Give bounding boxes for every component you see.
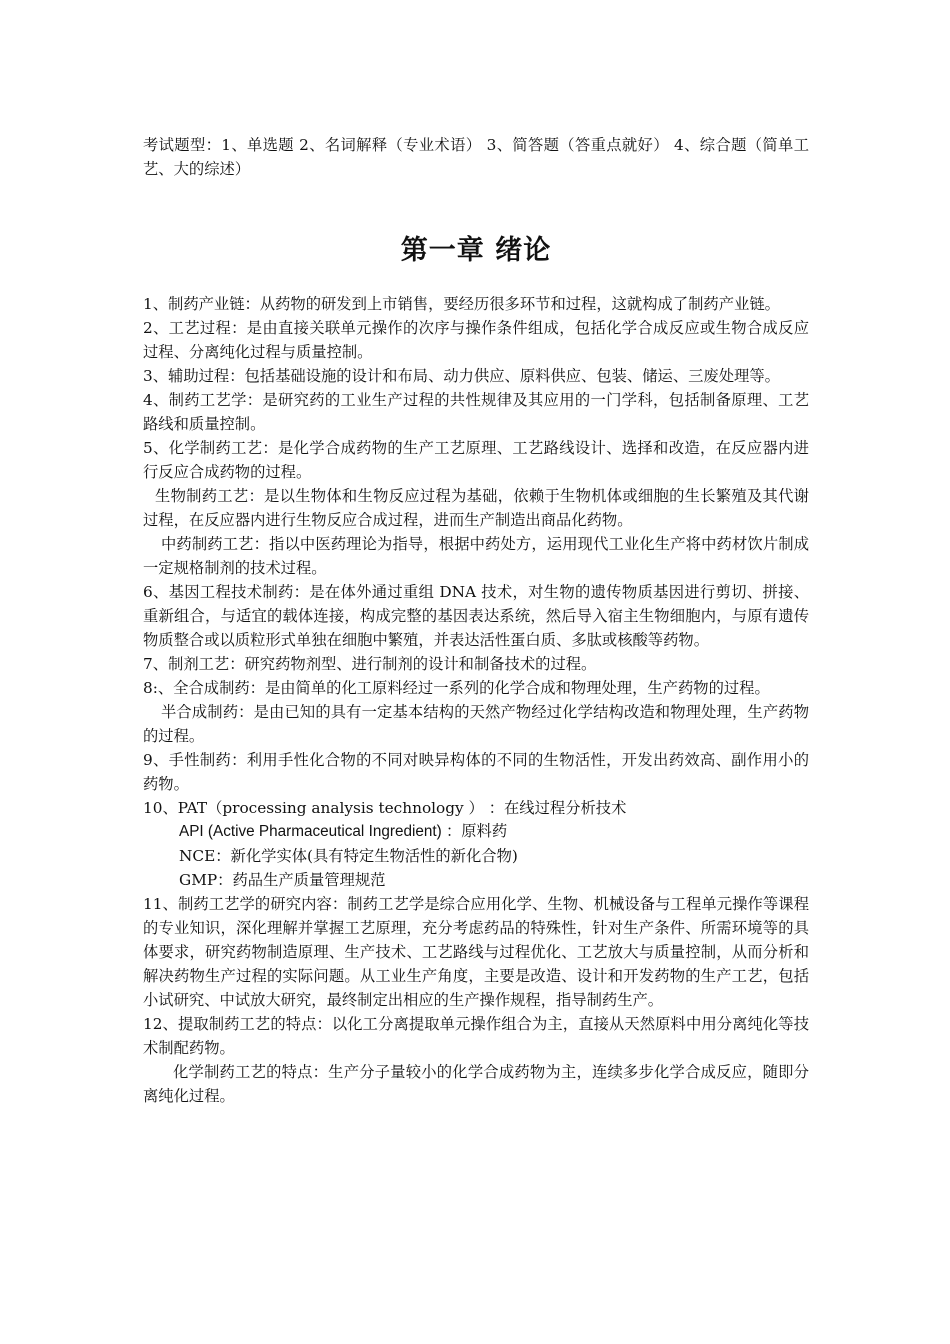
item-12-chemical-features: 化学制药工艺的特点：生产分子量较小的化学合成药物为主，连续多步化学合成反应，随即分离纯化过程。 (143, 1063, 809, 1105)
item-12-extraction-features: 12、提取制药工艺的特点：以化工分离提取单元操作组合为主，直接从天然原料中用分离纯化等技术制配药物。 (143, 1015, 809, 1057)
item-5-bio-process: 生物制药工艺：是以生物体和生物反应过程为基础，依赖于生物机体或细胞的生长繁殖及其代谢过程，在反应器内进行生物反应合成过程，进而生产制造出商品化药物。 (143, 487, 809, 529)
item-9-chiral-pharma: 9、手性制药：利用手性化合物的不同对映异构体的不同的生物活性，开发出药效高、副作用小的药物。 (143, 751, 809, 793)
item-6-genetic-engineering: 6、基因工程技术制药：是在体外通过重组 DNA 技术，对生物的遗传物质基因进行剪切、拼接、重新组合，与适宜的载体连接，构成完整的基因表达系统，然后导入宿主生物细胞内，与原有遗传物质整合或以质粒形式单独在细胞中繁殖，并表达活性蛋白质、多肽或核酸等药物。 (143, 583, 809, 649)
item-11-research-content: 11、制药工艺学的研究内容：制药工艺学是综合应用化学、生物、机械设备与工程单元操作等课程的专业知识，深化理解并掌握工艺原理，充分考虑药品的特殊性，针对生产条件、所需环境等的具体要求，研究药物制造原理、生产技术、工艺路线与过程优化、工艺放大与质量控制，从而分析和解决药物生产过程的实际问题。从工业生产角度，主要是改造、设计和开发药物的生产工艺，包括小试研究、中试放大研究，最终制定出相应的生产操作规程，指导制药生产。 (143, 895, 809, 1009)
item-4-pharmaceutical-technology: 4、制药工艺学：是研究药的工业生产过程的共性规律及其应用的一门学科，包括制备原理、工艺路线和质量控制。 (143, 391, 809, 433)
item-5-chemical-process: 5、化学制药工艺：是化学合成药物的生产工艺原理、工艺路线设计、选择和改造，在反应器内进行反应合成药物的过程。 (143, 439, 809, 481)
item-8-semi-synthesis: 半合成制药：是由已知的具有一定基本结构的天然产物经过化学结构改造和物理处理，生产药物的过程。 (143, 703, 809, 745)
item-7-formulation-process: 7、制剂工艺：研究药物剂型、进行制剂的设计和制备技术的过程。 (143, 655, 597, 673)
item-10-gmp: GMP：药品生产质量管理规范 (179, 871, 386, 889)
item-2-process: 2、工艺过程：是由直接关联单元操作的次序与操作条件组成，包括化学合成反应或生物合成反应过程、分离纯化过程与质量控制。 (143, 319, 809, 361)
item-5-tcm-process: 中药制药工艺：指以中医药理论为指导，根据中药处方，运用现代工业化生产将中药材饮片制成一定规格制剂的技术过程。 (143, 535, 809, 577)
item-10-nce: NCE：新化学实体(具有特定生物活性的新化合物) (179, 847, 518, 865)
item-10-api: API (Active Pharmaceutical Ingredient) ：原料药 (179, 823, 508, 840)
item-3-auxiliary-process: 3、辅助过程：包括基础设施的设计和布局、动力供应、原料供应、包装、储运、三废处理等。 (143, 367, 780, 385)
item-10-pat: 10、PAT（processing analysis technology ） ：在线过程分析技术 (143, 799, 627, 817)
chapter-title: 第一章 绪论 (400, 235, 552, 266)
document-page (143, 133, 809, 1108)
item-8-total-synthesis: 8:、全合成制药：是由简单的化工原料经过一系列的化学合成和物理处理，生产药物的过程。 (143, 679, 770, 697)
item-1-industry-chain: 1、制药产业链：从药物的研发到上市销售，要经历很多环节和过程，这就构成了制药产业链。 (143, 295, 780, 313)
exam-types: 考试题型：1、单选题 2、名词解释（专业术语） 3、简答题（答重点就好） 4、综合题（简单工艺、大的综述） (143, 136, 809, 178)
